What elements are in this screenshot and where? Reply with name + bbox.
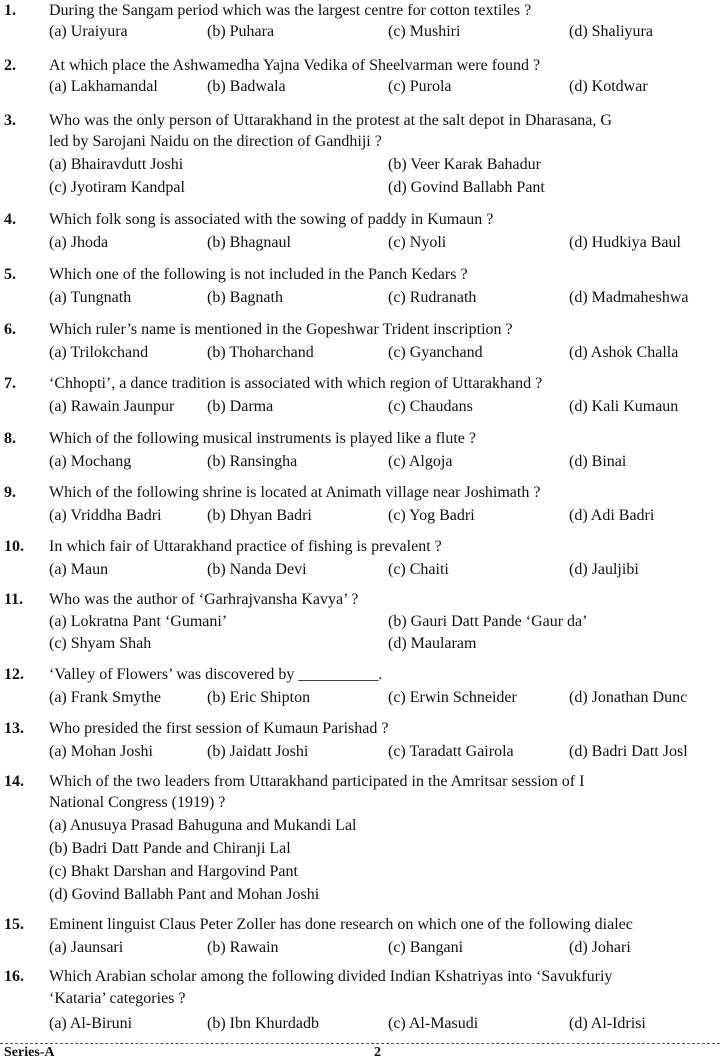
option-c: (c) Bangani bbox=[388, 939, 464, 956]
question-text: Which of the following musical instruments is played like a flute ? bbox=[49, 430, 477, 447]
option-b: (b) Veer Karak Bahadur bbox=[388, 156, 541, 173]
question-number: 10. bbox=[4, 538, 24, 555]
option-d: (d) Binai bbox=[569, 453, 627, 470]
option-c: (c) Rudranath bbox=[388, 289, 477, 306]
option-a: (a) Mochang bbox=[49, 453, 132, 470]
question-number: 6. bbox=[4, 321, 16, 338]
option-c: (c) Jyotiram Kandpal bbox=[49, 179, 185, 196]
option-d: (d) Kali Kumaun bbox=[569, 398, 679, 415]
option-d: (d) Madmaheshwa bbox=[569, 289, 689, 306]
option-d: (d) Govind Ballabh Pant bbox=[388, 179, 545, 196]
option-d: (d) Johari bbox=[569, 939, 631, 956]
option-c: (c) Shyam Shah bbox=[49, 635, 152, 652]
question-text: Which of the following shrine is located at Animath village near Joshimath ? bbox=[49, 484, 541, 501]
question-number: 3. bbox=[4, 112, 16, 129]
question-number: 8. bbox=[4, 430, 16, 447]
option-c: (c) Chaudans bbox=[388, 398, 473, 415]
option-a: (a) Frank Smythe bbox=[49, 689, 161, 706]
page-number: 2 bbox=[374, 1045, 381, 1060]
option-a: (a) Jhoda bbox=[49, 234, 109, 251]
series-label: Series-A bbox=[4, 1045, 55, 1060]
option-c: (c) Chaiti bbox=[388, 561, 449, 578]
option-b: (b) Puhara bbox=[207, 23, 275, 40]
option-d: (d) Govind Ballabh Pant and Mohan Joshi bbox=[49, 886, 320, 903]
question-number: 15. bbox=[4, 916, 24, 933]
question-text: Which one of the following is not included in the Panch Kedars ? bbox=[49, 266, 468, 283]
question-text: Who presided the first session of Kumaun Parishad ? bbox=[49, 720, 389, 737]
option-d: (d) Jonathan Dunc bbox=[569, 689, 688, 706]
option-b: (b) Badri Datt Pande and Chiranji Lal bbox=[49, 840, 291, 857]
footer-divider bbox=[0, 1043, 720, 1044]
question-number: 14. bbox=[4, 773, 24, 790]
option-b: (b) Nanda Devi bbox=[207, 561, 307, 578]
question-number: 9. bbox=[4, 484, 16, 501]
option-b: (b) Ibn Khurdadb bbox=[207, 1015, 319, 1032]
option-b: (b) Badwala bbox=[207, 78, 286, 95]
option-d: (d) Shaliyura bbox=[569, 23, 653, 40]
question-text-line-2: ‘Kataria’ categories ? bbox=[49, 990, 186, 1007]
question-text: Who was the author of ‘Garhrajvansha Kavya’ ? bbox=[49, 591, 359, 608]
option-d: (d) Kotdwar bbox=[569, 78, 648, 95]
option-b: (b) Rawain bbox=[207, 939, 279, 956]
option-c: (c) Erwin Schneider bbox=[388, 689, 517, 706]
question-number: 4. bbox=[4, 211, 16, 228]
question-text: Which Arabian scholar among the following divided Indian Kshatriyas into ‘Savukfuriy bbox=[49, 968, 613, 985]
question-text: Eminent linguist Claus Peter Zoller has done research on which one of the following dialec bbox=[49, 916, 633, 933]
option-d: (d) Ashok Challa bbox=[569, 344, 679, 361]
question-text: ‘Valley of Flowers’ was discovered by __________. bbox=[49, 666, 383, 683]
question-text: During the Sangam period which was the largest centre for cotton textiles ? bbox=[49, 2, 532, 19]
option-a: (a) Uraiyura bbox=[49, 23, 128, 40]
question-number: 16. bbox=[4, 968, 24, 985]
option-b: (b) Eric Shipton bbox=[207, 689, 311, 706]
question-text-line-2: National Congress (1919) ? bbox=[49, 794, 226, 811]
option-c: (c) Taradatt Gairola bbox=[388, 743, 514, 760]
question-text: Which ruler’s name is mentioned in the Gopeshwar Trident inscription ? bbox=[49, 321, 513, 338]
question-text-line-2: led by Sarojani Naidu on the direction of Gandhiji ? bbox=[49, 133, 382, 150]
question-text: ‘Chhopti’, a dance tradition is associated with which region of Uttarakhand ? bbox=[49, 375, 543, 392]
option-a: (a) Al-Biruni bbox=[49, 1015, 133, 1032]
option-c: (c) Algoja bbox=[388, 453, 453, 470]
question-number: 7. bbox=[4, 375, 16, 392]
option-a: (a) Rawain Jaunpur bbox=[49, 398, 175, 415]
option-c: (c) Mushiri bbox=[388, 23, 461, 40]
option-b: (b) Dhyan Badri bbox=[207, 507, 312, 524]
option-a: (a) Bhairavdutt Joshi bbox=[49, 156, 184, 173]
question-number: 1. bbox=[4, 2, 16, 19]
option-d: (d) Badri Datt Josl bbox=[569, 743, 688, 760]
option-c: (c) Purola bbox=[388, 78, 452, 95]
question-text: Who was the only person of Uttarakhand in the protest at the salt depot in Dharasana, G bbox=[49, 112, 612, 129]
option-d: (d) Maularam bbox=[388, 635, 477, 652]
option-a: (a) Tungnath bbox=[49, 289, 132, 306]
option-a: (a) Lakhamandal bbox=[49, 78, 158, 95]
question-number: 13. bbox=[4, 720, 24, 737]
question-text: Which of the two leaders from Uttarakhand participated in the Amritsar session of I bbox=[49, 773, 585, 790]
question-text: In which fair of Uttarakhand practice of fishing is prevalent ? bbox=[49, 538, 442, 555]
option-b: (b) Thoharchand bbox=[207, 344, 314, 361]
option-b: (b) Bhagnaul bbox=[207, 234, 291, 251]
option-a: (a) Anusuya Prasad Bahuguna and Mukandi Lal bbox=[49, 817, 357, 834]
question-number: 12. bbox=[4, 666, 24, 683]
option-c: (c) Gyanchand bbox=[388, 344, 483, 361]
option-a: (a) Jaunsari bbox=[49, 939, 124, 956]
option-b: (b) Darma bbox=[207, 398, 274, 415]
option-b: (b) Ransingha bbox=[207, 453, 298, 470]
question-text: At which place the Ashwamedha Yajna Vedika of Sheelvarman were found ? bbox=[49, 57, 541, 74]
option-d: (d) Al-Idrisi bbox=[569, 1015, 646, 1032]
option-d: (d) Adi Badri bbox=[569, 507, 655, 524]
question-number: 2. bbox=[4, 57, 16, 74]
option-a: (a) Trilokchand bbox=[49, 344, 149, 361]
option-c: (c) Nyoli bbox=[388, 234, 447, 251]
question-text: Which folk song is associated with the sowing of paddy in Kumaun ? bbox=[49, 211, 494, 228]
option-a: (a) Mohan Joshi bbox=[49, 743, 153, 760]
option-a: (a) Vriddha Badri bbox=[49, 507, 162, 524]
option-a: (a) Maun bbox=[49, 561, 109, 578]
question-number: 5. bbox=[4, 266, 16, 283]
option-b: (b) Jaidatt Joshi bbox=[207, 743, 309, 760]
option-b: (b) Gauri Datt Pande ‘Gaur da’ bbox=[388, 613, 588, 630]
option-d: (d) Jauljibi bbox=[569, 561, 639, 578]
question-number: 11. bbox=[4, 591, 24, 608]
option-c: (c) Yog Badri bbox=[388, 507, 475, 524]
option-b: (b) Bagnath bbox=[207, 289, 283, 306]
option-c: (c) Bhakt Darshan and Hargovind Pant bbox=[49, 863, 298, 880]
option-c: (c) Al-Masudi bbox=[388, 1015, 479, 1032]
option-d: (d) Hudkiya Baul bbox=[569, 234, 681, 251]
option-a: (a) Lokratna Pant ‘Gumani’ bbox=[49, 613, 228, 630]
